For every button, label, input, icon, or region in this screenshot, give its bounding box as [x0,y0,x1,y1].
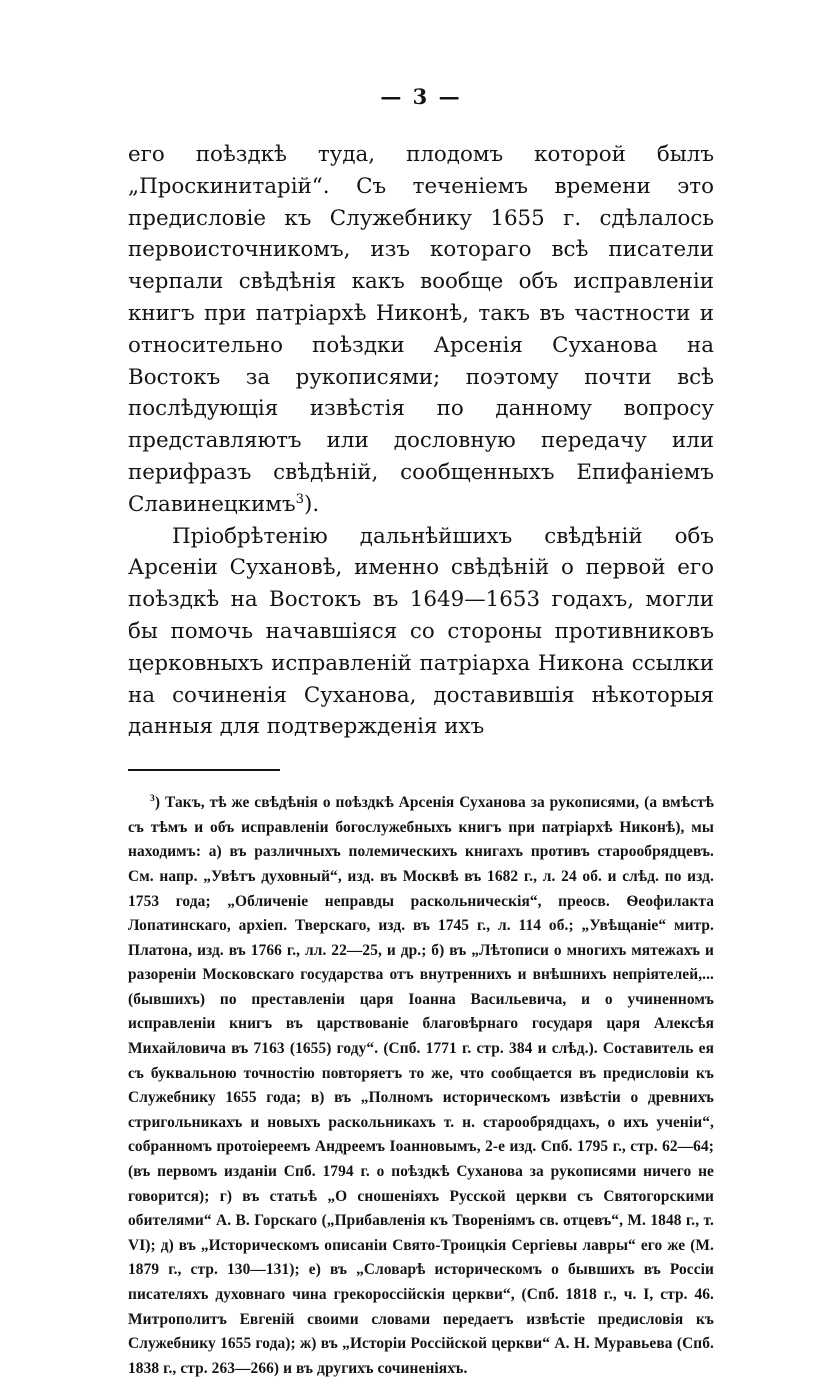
footnote-reference-mark: 3 [295,491,304,507]
paragraph-1-end: ). [304,491,320,517]
footnotes [128,791,714,1381]
paragraph-1 [128,139,714,521]
footnote-3 [128,791,714,1381]
footnote-mark: 3 [150,793,155,805]
footnote-text: ) Такъ, тѣ же свѣдѣнія о поѣздкѣ Арсенія Суханова за рукописями, (а вмѣстѣ съ тѣмъ и объ исправленіи богослужебныхъ книгъ при патріархѣ Никонѣ), мы находимъ: а) въ различныхъ полемическихъ книгахъ противъ старообрядцевъ. См. напр. „Увѣтъ духовный“, изд. въ Москвѣ въ 1682 г., л. 24 об. и слѣд. по изд. 1753 года; „Обличеніе неправды раскольническія“, преосв. Ѳеофилакта Лопатинскаго, архіеп. Тверскаго, изд. въ 1745 г., л. 114 об.; „Увѣщаніе“ митр. Платона, изд. въ 1766 г., лл. 22—25, и др.; б) въ „Лѣтописи о многихъ мятежахъ и разореніи Московскаго государства отъ внутреннихъ и внѣшнихъ непріятелей,... (бывшихъ) по преставленіи царя Іоанна Васильевича, и о учиненномъ исправленіи книгъ въ царствованіе благовѣрнаго государя царя Алексѣя Михайловича въ 7163 (1655) году“. (Спб. 1771 г. стр. 384 и слѣд.). Составитель ея съ буквальною точностію повторяетъ то же, что сообщается въ предисловіи къ Служебнику 1655 года; в) въ „Полномъ историческомъ извѣстіи о древнихъ стригольникахъ и новыхъ раскольникахъ т. н. старообрядцахъ, о ихъ ученіи“, собранномъ протоіереемъ Андреемъ Іоанновымъ, 2-е изд. Спб. 1795 г., стр. 62—64; (въ первомъ изданіи Спб. 1794 г. о поѣздкѣ Суханова за рукописями ничего не говорится); г) въ статьѣ „О сношеніяхъ Русской церкви съ Святогорскими обителями“ А. В. Горскаго („Прибавленія къ Твореніямъ св. отцевъ“, М. 1848 г., т. VI); д) въ „Историческомъ описаніи Свято-Троицкія Сергіевы лавры“ его же (М. 1879 г., стр. 130—131); е) въ „Словарѣ историческомъ о бывшихъ въ Россіи писателяхъ духовнаго чина грекороссійскія церкви“, (Спб. 1818 г., ч. I, стр. 46. Митрополитъ Евгеній своими словами передаетъ извѣстіе предисловія къ Служебнику 1655 года); ж) въ „Исторіи Россійской церкви“ А. Н. Муравьева (Спб. 1838 г., стр. 263—266) и въ другихъ сочиненіяхъ. [128,794,714,1377]
main-text [128,139,714,743]
paragraph-1-text: его поѣздкѣ туда, плодомъ которой былъ „Проскинитарій“. Съ теченіемъ времени это предисловіе къ Служебнику 1655 г. сдѣлалось первоисточникомъ, изъ котораго всѣ писатели черпали свѣдѣнія какъ вообще объ исправленіи книгъ при патріархѣ Никонѣ, такъ въ частности и относительно поѣздки Арсенія Суханова на Востокъ за рукописями; поэтому почти всѣ послѣдующія извѣстія по данному вопросу представляютъ или дословную передачу или перифразъ свѣдѣній, сообщенныхъ Епифаніемъ Славинецкимъ [128,142,714,517]
page-number: — 3 — [380,84,462,109]
footnote-divider [128,769,280,771]
paragraph-2: Пріобрѣтенію дальнѣйшихъ свѣдѣній объ Арсеніи Сухановѣ, именно свѣдѣній о первой его поѣздкѣ на Востокъ въ 1649—1653 годахъ, могли бы помочь начавшіяся со стороны противниковъ церковныхъ исправленій патріарха Никона ссылки на сочиненія Суханова, доставившія нѣкоторыя данныя для подтвержденія ихъ [128,523,714,740]
